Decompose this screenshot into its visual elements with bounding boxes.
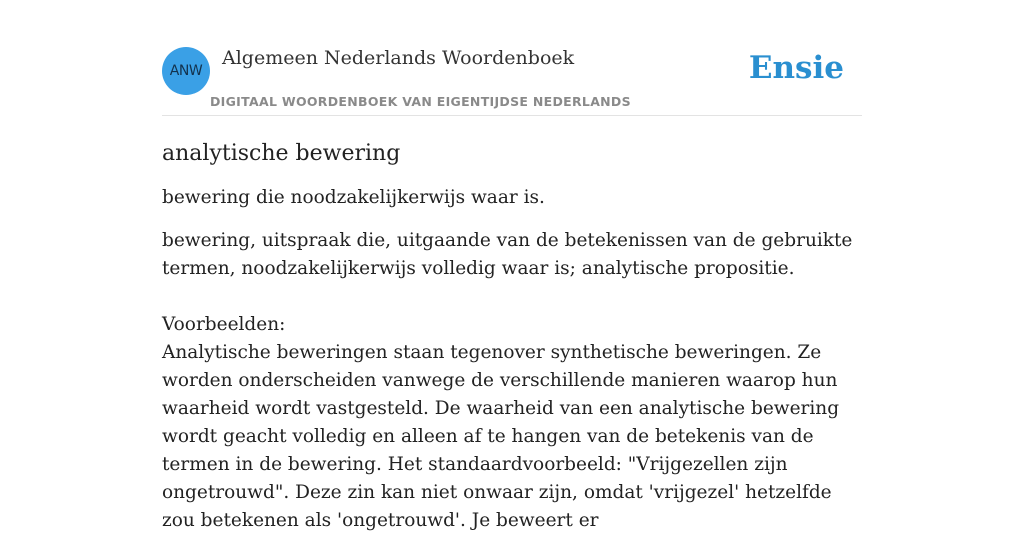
ensie-brand-link[interactable]: Ensie	[748, 50, 844, 86]
site-subtitle: DIGITAAL WOORDENBOEK VAN EIGENTIJDSE NEDERLANDS	[210, 94, 631, 109]
short-definition: bewering die noodzakelijkerwijs waar is.	[162, 187, 545, 208]
site-title[interactable]: Algemeen Nederlands Woordenboek	[222, 47, 575, 69]
header-divider	[162, 115, 862, 116]
examples-label: Voorbeelden:	[162, 314, 286, 335]
logo-text: ANW	[169, 63, 203, 79]
entry-term: analytische bewering	[162, 141, 401, 166]
site-header	[162, 44, 862, 116]
example-text: Analytische beweringen staan tegenover synthetische beweringen. Ze worden onderscheiden vanwege de verschillende manieren waarop hun waarheid wordt vastgesteld. De waarheid van een analytische bewering wordt geacht volledig en alleen af te hangen van de betekenis van de termen in de bewering. Het standaardvoorbeeld: "Vrijgezellen zijn ongetrouwd". Deze zin kan niet onwaar zijn, omdat 'vrijgezel' hetzelfde zou betekenen als 'ongetrouwd'. Je beweert er	[162, 342, 840, 531]
anw-logo[interactable]	[162, 47, 210, 95]
entry-content	[162, 138, 862, 535]
long-definition: bewering, uitspraak die, uitgaande van de betekenissen van de gebruikte termen, noodzakelijkerwijs volledig waar is; analytische propositie.	[162, 230, 853, 279]
